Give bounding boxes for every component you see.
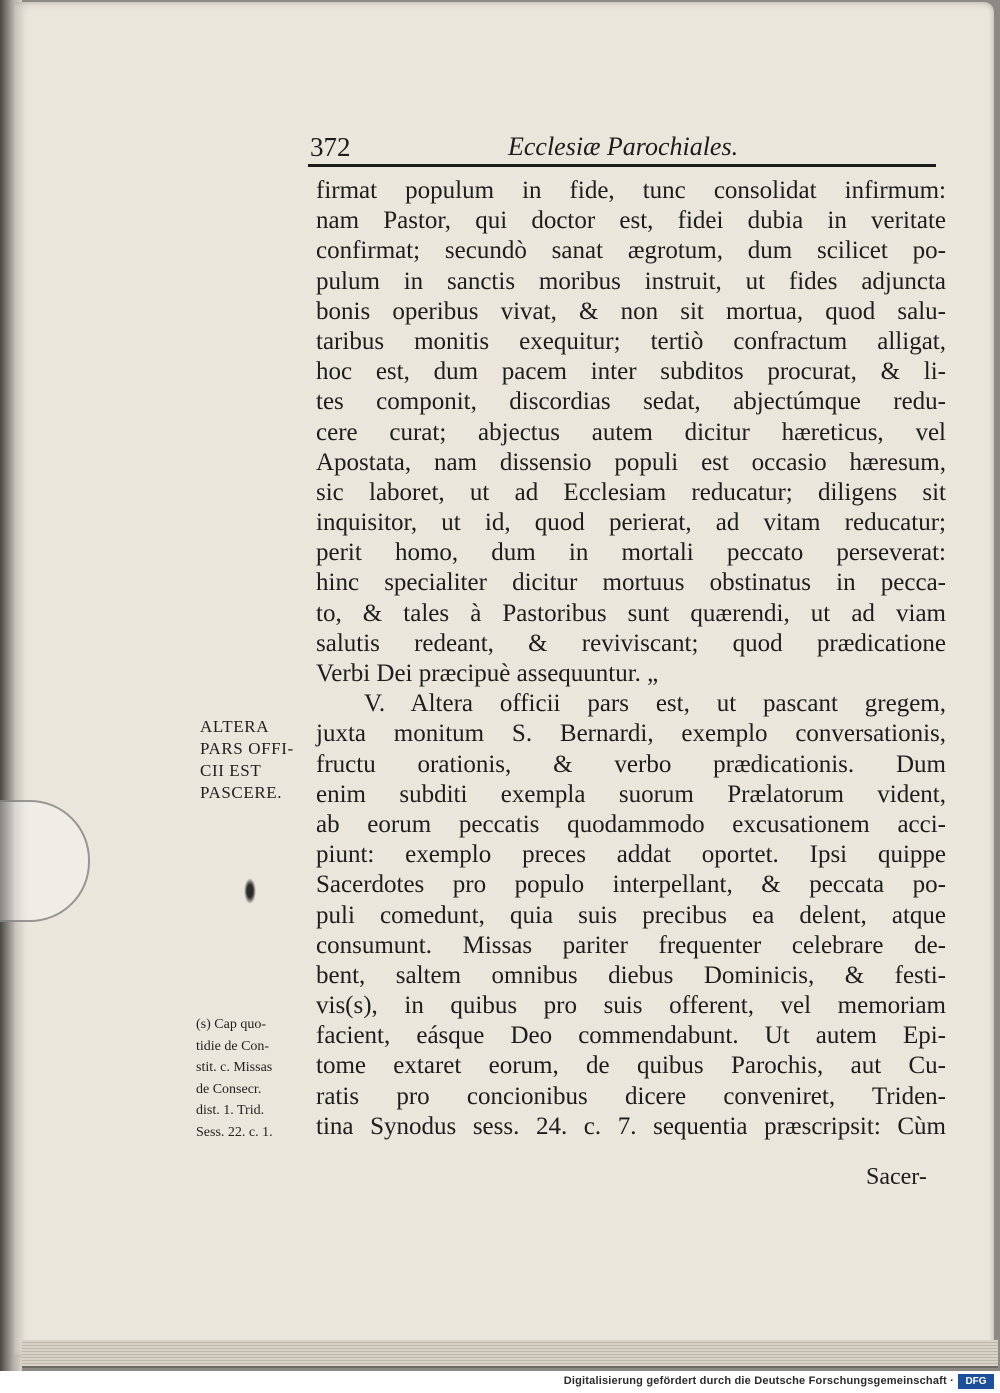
text-line: nam Pastor, qui doctor est, fidei dubia in veritate xyxy=(316,207,946,235)
text-line: ab eorum peccatis quodammodo excusationem acci- xyxy=(316,810,946,838)
marginal-footnote xyxy=(196,1014,308,1143)
text-line: Sacerdotes pro populo interpellant, & peccata po- xyxy=(316,871,946,899)
text-line: juxta monitum S. Bernardi, exemplo conversationis, xyxy=(316,720,946,748)
text-line: tina Synodus sess. 24. c. 7. sequentia præscripsit: Cùm xyxy=(316,1112,946,1140)
margin-note-line: PARS OFFI- xyxy=(200,739,294,758)
text-line: cere curat; abjectus autem dicitur hæreticus, vel xyxy=(316,418,946,446)
footnote-line: de Consecr. xyxy=(196,1081,262,1097)
dfg-logo-icon: DFG xyxy=(958,1374,994,1389)
text-line: enim subditi exempla suorum Prælatorum vident, xyxy=(316,780,946,808)
text-line: hinc specialiter dicitur mortuus obstinatus in pecca- xyxy=(316,569,946,597)
page-number: 372 xyxy=(310,132,351,162)
margin-note-line: ALTERA xyxy=(200,717,270,736)
text-line: perit homo, dum in mortali peccato perseverat: xyxy=(316,539,946,567)
footnote-line: (s) Cap quo- xyxy=(196,1017,266,1032)
text-line: salutis redeant, & reviviscant; quod prædicatione xyxy=(316,629,946,657)
text-line: fructu orationis, & verbo prædicationis. Dum xyxy=(316,750,946,778)
running-head xyxy=(308,126,936,167)
footer-bar xyxy=(0,1371,1000,1393)
digitization-credit: Digitalisierung gefördert durch die Deutsche Forschungsgemeinschaft · xyxy=(563,1375,954,1387)
footnote-line: stit. c. Missas xyxy=(196,1060,273,1075)
text-line: to, & tales à Pastoribus sunt quærendi, ut ad viam xyxy=(316,599,946,627)
footnote-line: dist. 1. Trid. xyxy=(196,1103,265,1118)
ink-spot xyxy=(244,878,256,904)
page-stack-edge xyxy=(22,1340,998,1368)
margin-note-line: CII EST xyxy=(200,761,262,780)
text-line: inquisitor, ut id, quod perierat, ad vitam reducatur; xyxy=(316,509,946,537)
text-line: bent, saltem omnibus diebus Dominicis, & festi- xyxy=(316,961,946,989)
catchword: Sacer- xyxy=(866,1164,927,1190)
paragraph-start-line: V. Altera officii pars est, ut pascant gregem, xyxy=(364,690,946,718)
text-line: sic laboret, ut ad Ecclesiam reducatur; diligens sit xyxy=(316,478,946,506)
text-line: confirmat; secundò sanat ægrotum, dum scilicet po- xyxy=(316,237,946,265)
footnote-line: tidie de Con- xyxy=(196,1038,270,1054)
text-line: hoc est, dum pacem inter subditos procurat, & li- xyxy=(316,358,946,386)
text-line: facient, eásque Deo commendabunt. Ut autem Epi- xyxy=(316,1022,946,1050)
footnote-line: Sess. 22. c. 1. xyxy=(196,1124,273,1140)
text-line: pulum in sanctis moribus instruit, ut fides adjuncta xyxy=(316,267,946,295)
body-text xyxy=(316,176,946,1142)
text-line: consumunt. Missas pariter frequenter celebrare de- xyxy=(316,931,946,959)
text-line: bonis operibus vivat, & non sit mortua, quod salu- xyxy=(316,297,946,325)
running-head-title: Ecclesiæ Parochiales. xyxy=(508,132,739,161)
margin-note xyxy=(200,716,304,804)
text-line: tome extaret eorum, de quibus Parochis, aut Cu- xyxy=(316,1052,946,1080)
text-line: puli comedunt, quia suis precibus ea delent, atque xyxy=(316,901,946,929)
text-line: piunt: exemplo preces addat oportet. Ipsi quippe xyxy=(316,841,946,869)
text-line: firmat populum in fide, tunc consolidat infirmum: xyxy=(316,177,946,204)
margin-note-line: PASCERE. xyxy=(200,783,283,802)
text-line: Verbi Dei præcipuè assequuntur. „ xyxy=(316,660,659,687)
text-line: vis(s), in quibus pro suis offerent, vel memoriam xyxy=(316,992,946,1020)
text-line: ratis pro concionibus dicere conveniret, Triden- xyxy=(316,1082,946,1110)
text-line: tes componit, discordias sedat, abjectúmque redu- xyxy=(316,388,946,416)
text-line: taribus monitis exequitur; tertiò confractum alligat, xyxy=(316,327,946,355)
text-line: Apostata, nam dissensio populi est occasio hæresum, xyxy=(316,448,946,476)
